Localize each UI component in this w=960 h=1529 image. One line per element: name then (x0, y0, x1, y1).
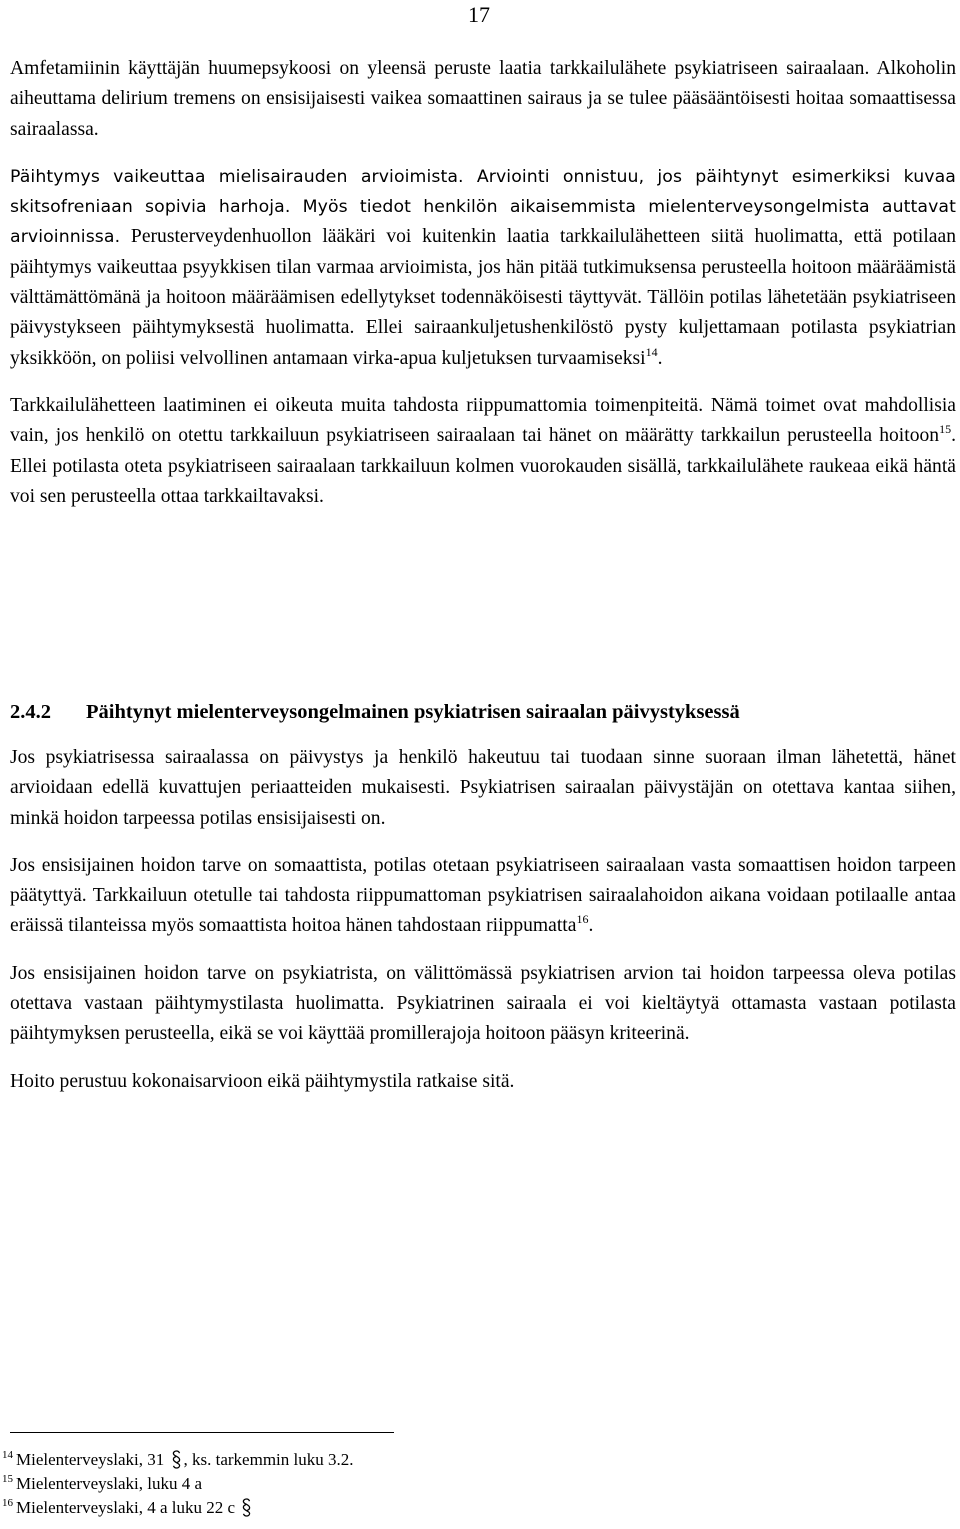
paragraph-end: . (657, 347, 663, 369)
paragraph-tarkkailu (10, 391, 956, 512)
paragraph-psykiatrinen: Jos ensisijainen hoidon tarve on psykiatrista, on välittömässä psykiatrisen arvion tai hoidon tarpeessa oleva potilas otettava vastaan päihtymystilasta huolimatta. Psykiatrinen sairaala ei voi kieltäytyä ottamasta vastaan potilasta päihtymyksen perusteella, eikä se voi käyttää promillerajoja hoitoon pääsyn kriteerinä. (10, 962, 956, 1045)
paragraph-tarkkailu-part1: Tarkkailulähetteen laatiminen ei oikeuta muita tahdosta riippumattomia toimenpiteitä. Nämä toimet ovat mahdollisia vain, jos henkilö on otettu tarkkailuun psykiatriseen sairaalaan tai hänet on määrätty tarkkailun perusteella hoitoon (10, 394, 956, 447)
paragraph-paivystys (10, 743, 956, 834)
body-text-bottom (10, 743, 956, 1097)
section-sign-icon (241, 1498, 252, 1517)
paragraph-amfetamiini: Amfetamiinin käyttäjän huumepsykoosi on yleensä peruste laatia tarkkailulähete psykiatriseen sairaalaan. Alkoholin aiheuttama delirium tremens on ensisijaisesti vaikea somaattinen sairaus ja se tulee pääsääntöisesti hoitaa somaattisessa sairaalassa. (10, 58, 956, 140)
section-heading (10, 701, 740, 724)
footnote-16 (2, 1496, 602, 1520)
footnote-ref-16[interactable]: 16 (576, 912, 589, 927)
paragraph-paihtymys-serif: Perusterveydenhuollon lääkäri voi kuitenkin laatia tarkkailulähetteen siitä huolimatta, että potilaan päihtymys vaikeuttaa psyykkisen tilan varmaa arvioimista, jos hän pitää tutkimuksensa perusteella hoitoon määräämistä välttämättömänä ja hoitoon määräämisen edellytykset todennäköisesti täyttyvät. Tällöin potilas lähetetään psykiatriseen päivystykseen päihtymyksestä huolimatta. Ellei sairaankuljetushenkilöstö pysty kuljettamaan potilasta psykiatrian yksikköön, on poliisi velvollinen antamaan virka-apua kuljetuksen turvaamiseksi (10, 226, 956, 369)
page-number: 17 (468, 2, 490, 27)
footnote-ref-15[interactable]: 15 (939, 422, 952, 437)
section-sign-icon (171, 1450, 182, 1469)
paragraph-somaattinen-end: . (588, 915, 594, 937)
paragraph-somaattinen-text: Jos ensisijainen hoidon tarve on somaattista, potilas otetaan psykiatriseen sairaalaan vasta somaattisen hoidon tarpeen päätyttyä. Tarkkailuun otetulle tai tahdosta riippumattoman psykiatrisen sairaalahoidon aikana voidaan potilaalle antaa eräissä tilanteissa myös somaattista hoitoa hänen tahdostaan riippumatta (10, 854, 956, 937)
paragraph-paihtymys (10, 162, 956, 374)
paragraph-tarkkailu-part2: . Ellei potilasta oteta psykiatriseen sairaalaan tarkkailuun kolmen vuorokauden sisällä, tarkkailulähete raukeaa eikä häntä voi sen perusteella ottaa tarkkailtavaksi. (10, 425, 956, 507)
footnote-number: 14 (2, 1449, 13, 1461)
paragraph-paivystys-text: Jos psykiatrisessa sairaalassa on päivystys ja henkilö hakeutuu tai tuodaan sinne suoraan ilman lähetettä, hänet arvioidaan edellä kuvattujen periaatteiden mukaisesti. Psykiatrisen sairaalan päivystäjän on otettava kantaa siihen, minkä hoidon tarpeessa potilas ensisijaisesti on. (10, 747, 956, 829)
footnote-text: Mielenterveyslaki, 4 a luku 22 c (16, 1498, 236, 1517)
paragraph-paihtymys-sans: Päihtymys vaikeuttaa mielisairauden arvioimista. Arviointi onnistuu, jos päihtynyt esimerkiksi kuvaa skitsofreniaan sopivia harhoja. Myös tiedot henkilön aikaisemmista mielenterveysongelmista auttavat arvioinnissa. (10, 166, 956, 248)
footnote-number: 15 (2, 1473, 13, 1485)
section-title: Päihtynyt mielenterveysongelmainen psykiatrisen sairaalan päivystyksessä (86, 701, 740, 723)
section-number: 2.4.2 (10, 701, 51, 723)
footnote-separator (10, 1432, 394, 1433)
footnote-14 (2, 1448, 602, 1472)
footnote-text: Mielenterveyslaki, luku 4 a (16, 1474, 203, 1493)
body-text-top (10, 54, 956, 512)
footnote-text-after: , ks. tarkemmin luku 3.2. (183, 1450, 354, 1469)
paragraph-somaattinen (10, 851, 956, 942)
footnotes (2, 1448, 602, 1520)
paragraph-hoito: Hoito perustuu kokonaisarvioon eikä päihtymystila ratkaise sitä. (10, 1070, 515, 1092)
footnote-text: Mielenterveyslaki, 31 (16, 1450, 165, 1469)
footnote-number: 16 (2, 1497, 13, 1509)
footnote-15 (2, 1472, 602, 1496)
footnote-ref-14[interactable]: 14 (645, 344, 658, 359)
